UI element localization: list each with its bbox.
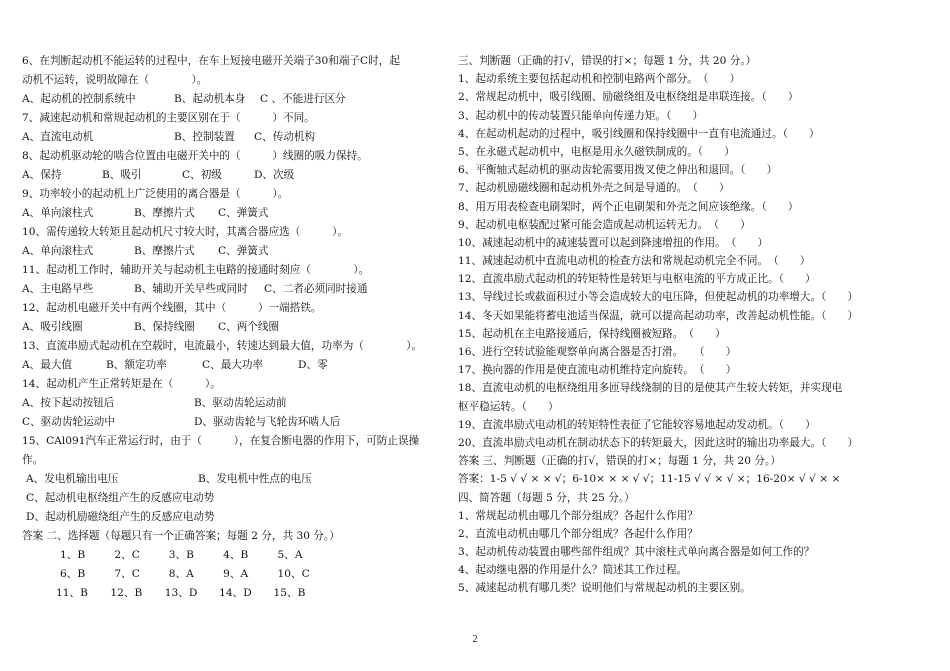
tf-item-10: 10、减速起动机中的减速装置可以起到降速增扭的作用。 （ ） [458, 236, 769, 249]
tf-item-13: 13、导线过长或截面积过小等会造成较大的电压降，但使起动机的功率增大。（ ） [458, 291, 859, 304]
tf-item-7: 7、起动机励磁线圈和起动机外壳之间是导通的。 （ ） [458, 182, 730, 195]
option-b: B、发电机中性点的电压 [198, 473, 312, 485]
option-c: C、驱动齿轮运动中 [22, 416, 115, 428]
question-14-line-1: 14、起动机产生正常转矩是在（ ）。 [22, 378, 221, 390]
question-7-options [22, 128, 452, 147]
tf-item-6: 6、平衡轴式起动机的驱动齿轮需要用拨叉使之伸出和退回。（ ） [458, 164, 778, 177]
tf-item-9: 9、起动机电枢装配过紧可能会造成起动机运转无力。 （ ） [458, 218, 751, 231]
tf-item-5: 5、在永磁式起动机中，电枢是用永久磁铁制成的。（ ） [458, 145, 735, 158]
short-item-4: 4、起动继电器的作用是什么？简述其工作过程。 [458, 564, 688, 577]
option-d: D、驱动齿轮与飞轮齿环啮人后 [194, 416, 341, 428]
question-10-options [22, 242, 452, 261]
option-b: B、驱动齿轮运动前 [194, 397, 287, 409]
answer-item: 2、C [114, 549, 140, 561]
option-c: C、两个线圈 [218, 321, 280, 333]
tf-item-17: 17、换向器的作用是使直流电动机维持定向旋转。 （ ） [458, 364, 737, 377]
tf-item-2: 2、常规起动机中，吸引线圈、励磁绕组及电枢绕组是串联连接。（ ） [458, 91, 799, 104]
tf-item-16: 16、进行空转试验能观察单向离合器是否打滑。 （ ） [458, 346, 737, 358]
answer-item: 4、B [223, 549, 249, 561]
answer-row-2 [22, 565, 452, 584]
option-b: B、吸引 [102, 169, 142, 181]
question-15-option-d: D、起动机励磁绕组产生的反感应电动势 [26, 511, 215, 523]
section-title-true-false: 三、判断题（正确的打√，错误的打×；每题 1 分，共 20 分。） [458, 55, 757, 67]
option-c: C、最大功率 [202, 359, 264, 371]
question-15-option-c: C、起动机电枢绕组产生的反感应电动势 [26, 492, 215, 504]
option-a: A、起动机的控制系统中 [22, 93, 136, 105]
answer-row-3 [22, 584, 452, 603]
question-8-line-1: 8、起动机驱动轮的啮合位置由电磁开关中的（ ）线圈的吸力保持。 [22, 150, 368, 162]
answer-item: 9、A [223, 568, 249, 580]
short-item-1: 1、常规起动机由哪几个部分组成？各起什么作用？ [458, 509, 698, 522]
option-a: A、主电路早些 [22, 283, 94, 295]
question-9-options [22, 204, 452, 223]
tf-item-20: 20、直流串励式电动机在制动状态下的转矩最大，因此这时的输出功率最大。（ ） [458, 436, 859, 449]
answer-item: 13、D [164, 587, 198, 599]
option-a: A、最大值 [22, 359, 73, 371]
answer-header-choice: 答案 二、选择题（每题只有一个正确答案；每题 2 分，共 30 分。） [22, 530, 340, 542]
answer-item: 6、B [60, 568, 86, 580]
answer-item: 7、C [114, 568, 140, 580]
option-a: A、单向滚柱式 [22, 207, 94, 219]
tf-item-15: 15、起动机在主电路接通后，保持线圈被短路。 （ ） [458, 327, 726, 340]
question-11-options [22, 280, 452, 299]
option-a: A、发电机输出电压 [26, 473, 119, 485]
section-title-short-answer: 四、简答题（每题 5 分，共 25 分。） [458, 491, 635, 504]
option-c: C、初级 [182, 169, 222, 181]
question-10-line-1: 10、需传递较大转矩且起动机尺寸较大时，其离合器应选（ ）。 [22, 226, 348, 238]
option-d: D、次级 [254, 169, 295, 181]
option-a: A、保持 [22, 169, 62, 181]
short-item-2: 2、直流电动机由哪几个部分组成？各起什么作用？ [458, 527, 698, 540]
option-b: B、摩擦片式 [134, 245, 195, 257]
option-a: A、直流电动机 [22, 131, 94, 143]
answer-item: 3、B [168, 549, 194, 561]
answer-item: 12、B [110, 587, 143, 599]
question-14-options-ab [22, 394, 452, 413]
tf-item-4: 4、在起动机起动的过程中，吸引线圈和保持线圈中一直有电流通过。（ ） [458, 127, 820, 140]
left-column [22, 52, 452, 603]
tf-item-11: 11、减速起动机中直流电动机的检查方法和常规起动机完全不同。 （ ） [458, 255, 811, 268]
tf-item-12: 12、直流串励式起动机的转矩特性是转矩与电枢电流的平方成正比。（ ） [458, 273, 816, 286]
option-a: A、吸引线圈 [22, 321, 83, 333]
answer-item: 15、B [273, 587, 306, 599]
option-b: B、摩擦片式 [134, 207, 195, 219]
short-item-3: 3、起动机传动装置由哪些部件组成？其中滚柱式单向离合器是如何工作的？ [458, 546, 815, 559]
option-a: A、单向滚柱式 [22, 245, 94, 257]
option-c: C、弹簧式 [218, 245, 269, 257]
question-15-line-2: 作。 [22, 454, 44, 466]
answer-item: 8、A [168, 568, 194, 580]
option-b: B、控制装置 [174, 131, 235, 143]
tf-item-8: 8、用万用表检查电刷架时，两个正电刷架和外壳之间应该绝缘。（ ） [458, 200, 799, 213]
answer-item: 10、C [277, 568, 310, 580]
question-13-options [22, 356, 452, 375]
question-14-options-cd [22, 413, 452, 432]
answer-item: 1、B [60, 549, 86, 561]
option-b: B、辅助开关早些或同时 [134, 283, 248, 295]
option-a: A、按下起动按钮后 [22, 397, 115, 409]
answer-line-true-false: 答案：1-5 √ √ × × √；6-10× × × √ √；11-15 √ √ × √ ×；16-20× √ √ × × [458, 473, 841, 486]
tf-item-18-line-2: 枢平稳运转。（ ） [458, 400, 559, 413]
answer-item: 5、A [277, 549, 303, 561]
answer-item: 11、B [56, 587, 88, 599]
option-b: B、保持线圈 [134, 321, 195, 333]
answer-item: 14、D [219, 587, 252, 599]
option-b: B、起动机本身 [174, 93, 246, 105]
option-c: C 、不能进行区分 [260, 93, 346, 105]
question-15-line-1: 15、CAl091汽车正常运行时，由于（ ），在复合断电器的作用下，可防止误操 [22, 435, 420, 447]
question-9-line-1: 9、功率较小的起动机上广泛使用的离合器是（ ）。 [22, 188, 289, 200]
tf-item-3: 3、起动机中的传动装置只能单向传递力矩。（ ） [458, 109, 704, 122]
page-number: 2 [472, 634, 478, 645]
answer-row-1 [22, 546, 452, 565]
question-6-options [22, 90, 452, 109]
question-12-line-1: 12、起动机电磁开关中有两个线圈，其中（ ）一端搭铁。 [22, 302, 322, 314]
right-column [458, 52, 932, 598]
option-c: C、弹簧式 [218, 207, 269, 219]
option-b: B、额定功率 [106, 359, 167, 371]
option-c: C、二者必须同时接通 [264, 283, 368, 295]
tf-item-19: 19、直流串励式电动机的转矩特性表征了它能较容易地起动发动机。（ ） [458, 418, 816, 431]
question-6-line-1: 6、在判断起动机不能运转的过程中，在车上短接电磁开关端子30和端子C时，起 [22, 55, 400, 67]
short-item-5: 5、减速起动机有哪几类？说明他们与常规起动机的主要区别。 [458, 582, 751, 595]
question-11-line-1: 11、起动机工作时，辅助开关与起动机主电路的接通时刻应（ ）。 [22, 264, 370, 276]
question-13-line-1: 13、直流串励式起动机在空载时，电流最小，转速达到最大值，功率为（ ）。 [22, 340, 423, 352]
option-d: D、零 [298, 359, 328, 371]
tf-item-14: 14、冬天如果能将蓄电池适当保温，就可以提高起动功率，改善起动机性能。（ ） [458, 309, 859, 322]
tf-item-1: 1、起动系统主要包括起动机和控制电路两个部分。 （ ） [458, 73, 741, 86]
answer-header-true-false: 答案 三、判断题（正确的打√，错误的打×；每题 1 分，共 20 分。） [458, 455, 781, 468]
question-15-options-ab [22, 470, 452, 489]
question-7-line-1: 7、减速起动机和常规起动机的主要区别在于（ ）不同。 [22, 112, 315, 124]
question-8-options [22, 166, 452, 185]
question-12-options [22, 318, 452, 337]
option-c: C、传动机构 [254, 131, 316, 143]
question-6-line-2: 动机不运转，说明故障在（ ）。 [22, 74, 208, 86]
tf-item-18-line-1: 18、直流电动机的电枢绕组用多匝导线绕制的目的是使其产生较大转矩，并实现电 [458, 382, 843, 395]
